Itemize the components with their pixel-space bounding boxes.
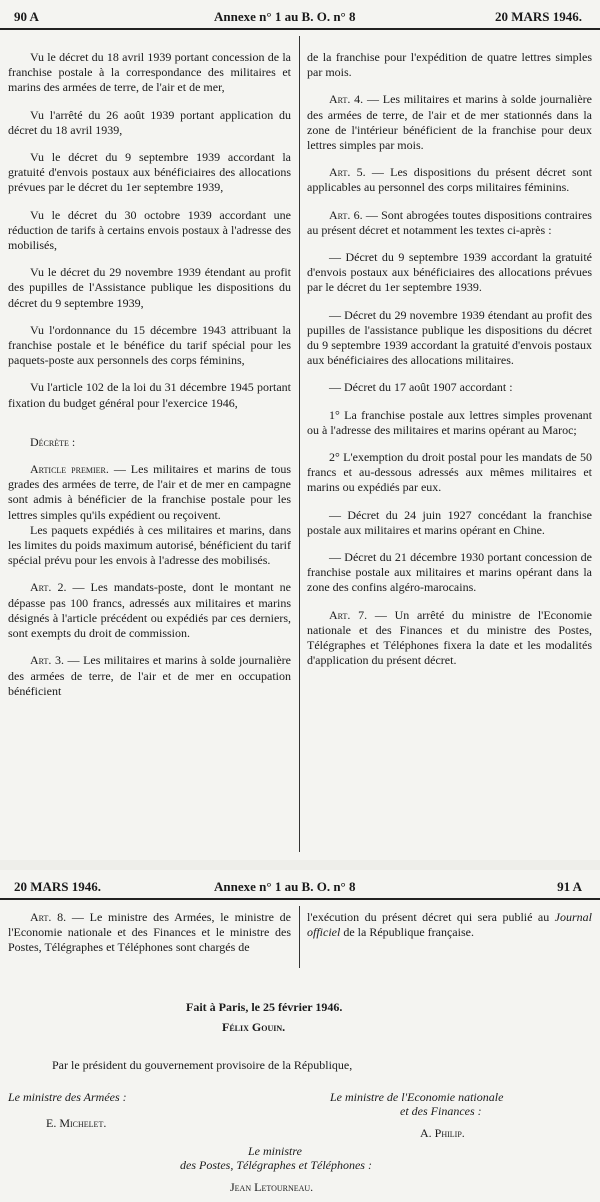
article-text: — Un arrêté du ministre de l'Economie nationale et des Finances et du ministre des Postes, Télégraphes et Téléphones fixera la date et les modalités d'application du présent décret.	[307, 607, 592, 668]
header-date: 20 MARS 1946.	[14, 879, 102, 894]
minister-ptt-name: Jean Letourneau.	[230, 1180, 314, 1194]
minister-economie-name: A. Philip.	[420, 1126, 465, 1140]
minister-economie-title: Le ministre de l'Economie nationale	[330, 1090, 504, 1104]
left-column	[8, 50, 291, 711]
article-text: — Le ministre des Armées, le ministre de l'Economie nationale et des Finances et le ministre des Postes, Télégraphes et Téléphones sont chargés de	[8, 910, 291, 955]
abrogated-text: — Décret du 21 décembre 1930 portant concession de franchise postale aux militaires et marins opérant dans la zone des confins algéro-marocains.	[307, 550, 592, 595]
visa-paragraph: Vu l'arrêté du 26 août 1939 portant application du décret du 18 avril 1939,	[8, 107, 291, 137]
article-6	[307, 208, 592, 238]
article-text: — Sont abrogées toutes dispositions contraires au présent décret et notamment les textes ci-après :	[307, 207, 592, 237]
article-text: — Les militaires et marins à solde journalière des armées de terre, de l'air et de mer stationnés dans la zone de l'intérieur bénéficient de la franchise pour deux lettres simples par mois.	[307, 92, 592, 153]
article-label: Article premier.	[30, 462, 109, 477]
minister-ptt-title: Le ministre	[248, 1144, 302, 1158]
abrogated-text: — Décret du 9 septembre 1939 accordant la gratuité d'envois postaux aux bénéficiaires des allocations prévues par le décret du 1er septembre 1939.	[307, 250, 592, 295]
visa-paragraph: Vu le décret du 18 avril 1939 portant concession de la franchise postale à la correspondance des militaires et marins des armées de terre, de l'air et de mer,	[8, 50, 291, 95]
abrogated-text: — Décret du 29 novembre 1939 étendant au profit des pupilles de l'assistance publique les dispositions du décret du 9 septembre 1939 accordant la gratuité d'envois postaux aux bénéficiaires des allocations militaires.	[307, 307, 592, 368]
column-rule	[299, 906, 300, 968]
article-label: Art. 3.	[30, 653, 64, 668]
right-column	[307, 50, 592, 681]
visa-paragraph: Vu le décret du 29 novembre 1939 étendant au profit des pupilles de l'Assistance publique les dispositions du décret du 9 septembre 1939,	[8, 265, 291, 310]
article-label: Art. 5.	[329, 165, 366, 180]
signatory-president: Félix Gouin.	[222, 1020, 286, 1034]
article-8-left	[8, 910, 291, 968]
fait-a-paris: Fait à Paris, le 25 février 1946.	[186, 1000, 343, 1014]
article-label: Art. 7.	[329, 607, 368, 622]
column-rule	[299, 36, 300, 852]
article-8	[8, 910, 291, 956]
annex-title: Annexe n° 1 au B. O. n° 8	[214, 879, 356, 894]
minister-armees-name: E. Michelet.	[46, 1116, 107, 1130]
minister-ptt-title-2: des Postes, Télégraphes et Téléphones :	[180, 1158, 372, 1172]
article-8-right	[307, 910, 592, 952]
article-1	[8, 462, 291, 523]
header-date: 20 MARS 1946.	[494, 9, 582, 24]
article-label: Art. 4.	[329, 92, 364, 107]
page-header	[0, 0, 600, 30]
article-label: Art. 6.	[329, 207, 363, 222]
abrogated-text: — Décret du 17 août 1907 accordant :	[329, 380, 513, 395]
minister-economie-title-2: et des Finances :	[400, 1104, 482, 1118]
decrete-heading: Décrète :	[30, 434, 76, 449]
journal-officiel: Journal officiel	[307, 910, 592, 940]
article-text: de la République française.	[340, 925, 474, 940]
page-number: 91 A	[557, 879, 582, 894]
visa-paragraph: Vu le décret du 9 septembre 1939 accordant la gratuité d'envois postaux aux bénéficiaires des allocations prévues par le décret du 1er septembre 1939,	[8, 150, 291, 195]
annex-title: Annexe n° 1 au B. O. n° 8	[214, 9, 356, 24]
article-8-continued	[307, 910, 592, 940]
article-text: — Les militaires et marins à solde journalière des armées de terre, de l'air et de mer en occupation bénéficient	[8, 653, 291, 698]
abrogated-subitem: 1° La franchise postale aux lettres simples provenant ou à l'adresse des militaires et marins opérant au Maroc;	[307, 407, 592, 437]
article-3	[8, 653, 291, 699]
article-text: — Les dispositions du présent décret sont applicables au personnel des corps militaires féminins.	[307, 165, 592, 195]
visa-paragraph: Vu l'article 102 de la loi du 31 décembre 1945 portant fixation du budget général pour l'exercice 1946,	[8, 380, 291, 410]
article-text: — Les mandats-poste, dont le montant ne dépasse pas 100 francs, adressés aux militaires et marins désignés à l'article précédent ou expédiés par ces derniers, sont exempts du droit de commission.	[8, 580, 291, 641]
article-label: Art. 8.	[30, 910, 67, 924]
visa-paragraph: Vu le décret du 30 octobre 1939 accordant une réduction de tarifs à certains envois postaux à l'adresse des mobilisés,	[8, 207, 291, 253]
article-7	[307, 608, 592, 669]
article-5	[307, 165, 592, 195]
page-91a	[0, 870, 600, 1202]
article-text: l'exécution du présent décret qui sera publié au	[307, 910, 555, 924]
article-1-continued: Les paquets expédiés à ces militaires et marins, dans les limites du poids maximum autorisé, bénéficient du tarif spécial prévu pour les envois à l'adresse des mobilisés.	[8, 522, 291, 568]
article-text: — Les militaires et marins de tous grades des armées de terre, de l'air et de mer en campagne sont admis à bénéficier de la franchise postale pour les lettres simples qu'ils expédient ou reçoivent.	[8, 462, 291, 522]
page-number: 90 A	[14, 9, 39, 24]
par-le-president: Par le président du gouvernement provisoire de la République,	[52, 1058, 353, 1072]
article-4	[307, 92, 592, 153]
article-label: Art. 2.	[30, 580, 67, 595]
article-2	[8, 580, 291, 641]
abrogated-text: — Décret du 24 juin 1927 concédant la franchise postale aux militaires et marins opérant en Chine.	[307, 507, 592, 537]
continued-text: de la franchise pour l'expédition de quatre lettres simples par mois.	[307, 50, 592, 80]
abrogated-subitem: 2° L'exemption du droit postal pour les mandats de 50 francs et au-dessous adressés aux mêmes militaires et marins ou expédiés par eux.	[307, 450, 592, 495]
page-header	[0, 870, 600, 900]
visa-paragraph: Vu l'ordonnance du 15 décembre 1943 attribuant la franchise postale et le bénéfice du tarif spécial pour les paquets-poste aux personnels des corps féminins,	[8, 322, 291, 368]
minister-armees-title: Le ministre des Armées :	[8, 1090, 127, 1104]
